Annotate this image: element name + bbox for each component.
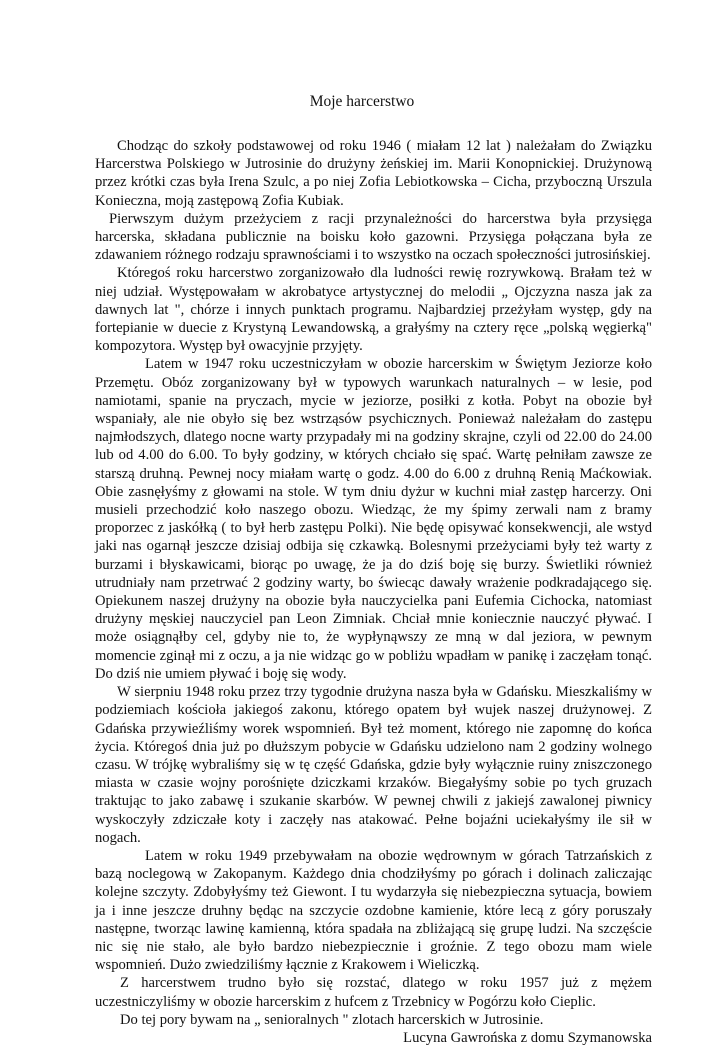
paragraph-senior-rallies: Do tej pory bywam na „ senioralnych " zlotach harcerskich w Jutrosinie. (120, 1011, 544, 1028)
paragraph-gdansk-1948: W sierpniu 1948 roku przez trzy tygodnie drużyna nasza była w Gdańsku. Mieszkaliśmy w podziemiach kościoła jakiegoś zakonu, którego opatem był wujek naszej drużynowej. Z Gdańska przywieźliśmy worek wspomnień. Był też moment, którego nie zapomnę do końca życia. Któregoś dnia już po dłuższym pobycie w Gdańsku udzielono nam 2 godziny wolnego czasu. W trójkę wybraliśmy się w tę część Gdańska, gdzie były wyłącznie ruiny zniszczonego miasta w czasie wojny porośnięte dziczkami krzaków. Biegałyśmy sobie po tych gruzach traktując to jako zabawę i szukanie skarbów. W pewnej chwili z jakiejś zawalonej piwnicy wyskoczyły zdziczałe koty i zaczęły nas atakować. Pełne bojaźni uciekałyśmy ile sił w nogach. (95, 684, 652, 846)
paragraph-tatry-1949: Latem w roku 1949 przebywałam na obozie wędrownym w górach Tatrzańskich z bazą noclegową w Zakopanym. Każdego dnia chodziłyśmy po górach i dolinach zaliczając kolejne szczyty. Zdobyłyśmy też Giewont. I tu wydarzyła się niebezpieczna sytuacja, bowiem ja i inne jeszcze druhny będąc na szczycie ozdobne kamienie, które lecą z góry poruszały następne, tworząc lawinę kamienną, która spadała na zbliżającą się grupę ludzi. Na szczęście nic się nie stało, ale było bardzo niebezpiecznie i groźnie. Z tego obozu mam wiele wspomnień. Dużo zwiedziliśmy łącznie z Krakowem i Wieliczką. (95, 847, 652, 974)
signature: Lucyna Gawrońska z domu Szymanowska (403, 1029, 652, 1046)
paragraph-school: Chodząc do szkoły podstawowej od roku 1946 ( miałam 12 lat ) należałam do Związku Harcerstwa Polskiego w Jutrosinie do drużyny żeńskiej im. Marii Konopnickiej. Drużynową przez krótki czas była Irena Szulc, a po niej Zofia Lebiotkowska – Cicha, przyboczną Urszula Konieczna, moją zastępową Zofia Kubiak. (95, 138, 652, 209)
paragraph-revue: Któregoś roku harcerstwo zorganizowało dla ludności rewię rozrywkową. Brałam też w niej udział. Występowałam w akrobatyce artystycznej do melodii „ Ojczyzna nasza jak za dawnych lat ", chórze i innych punktach programu. Najbardziej przeżyłam występ, gdy na fortepianie w duecie z Krystyną Lewandowską, a grałyśmy na cztery ręce „polską węgierką" kompozytora. Występ był owacyjnie przyjęty. (95, 265, 652, 355)
paragraph-camp-1957: Z harcerstwem trudno było się rozstać, dlatego w roku 1957 już z mężem uczestniczyliśmy w obozie harcerskim z hufcem z Trzebnicy w Pogórzu koło Cieplic. (95, 975, 652, 1010)
paragraph-oath: Pierwszym dużym przeżyciem z racji przynależności do harcerstwa była przysięga harcerska, składana publicznie na boisku koło gazowni. Przysięga połączana była ze zdawaniem różnego rodzaju sprawnościami i to wszystko na oczach społeczności jutrosińskiej. (95, 210, 652, 264)
document-body (95, 137, 652, 1047)
document-title: Moje harcerstwo (309, 93, 415, 110)
paragraph-camp-1947: Latem w 1947 roku uczestniczyłam w obozie harcerskim w Świętym Jeziorze koło Przemętu. Obóz zorganizowany był w typowych warunkach naturalnych – w lesie, pod namiotami, spanie na pryczach, mycie w jeziorze, posiłki z kotła. Pobyt na obozie był wspaniały, ale nie obyło się bez wstrząsów psychicznych. Ponieważ należałam do zastępu najmłodszych, dlatego nocne warty przypadały mi na godziny skrajne, czyli od 22.00 do 24.00 lub od 4.00 do 6.00. To były godziny, w których chciało się spać. Wartę pełniłam zawsze ze starszą druhną. Pewnej nocy miałam wartę o godz. 4.00 do 6.00 z druhną Renią Maćkowiak. Obie zasnęłyśmy z głowami na stole. W tym dniu dyżur w kuchni miał zastęp harcerzy. Oni musieli przechodzić koło naszego obozu. Wiedząc, że my śpimy zerwali nam z bramy proporzec z jaskółką ( to był herb zastępu Polki). Nie będę opisywać konsekwencji, ale wstyd jaki nas ogarnął jeszcze dzisiaj odbija się czkawką. Bolesnymi przeżyciami były też warty z burzami i błyskawicami, biorąc po uwagę, że ja do dziś boję się burzy. Świetliki również utrudniały nam przetrwać 2 godziny warty, bo świecąc dawały wrażenie podkradającego się. Opiekunem naszej drużyny na obozie była nauczycielka pani Eufemia Cichocka, natomiast drużyny męskiej nauczyciel pan Leon Zimniak. Chciał mnie koniecznie nauczyć pływać. I może osiągnąłby cel, gdyby nie to, że wypłynąwszy ze mną w dal jeziora, w pewnym momencie zginął mi z oczu, a ja nie widząc go w pobliżu wpadłam w panikę i zaczęłam tonąć. Do dziś nie umiem pływać i boję się wody. (95, 356, 652, 682)
